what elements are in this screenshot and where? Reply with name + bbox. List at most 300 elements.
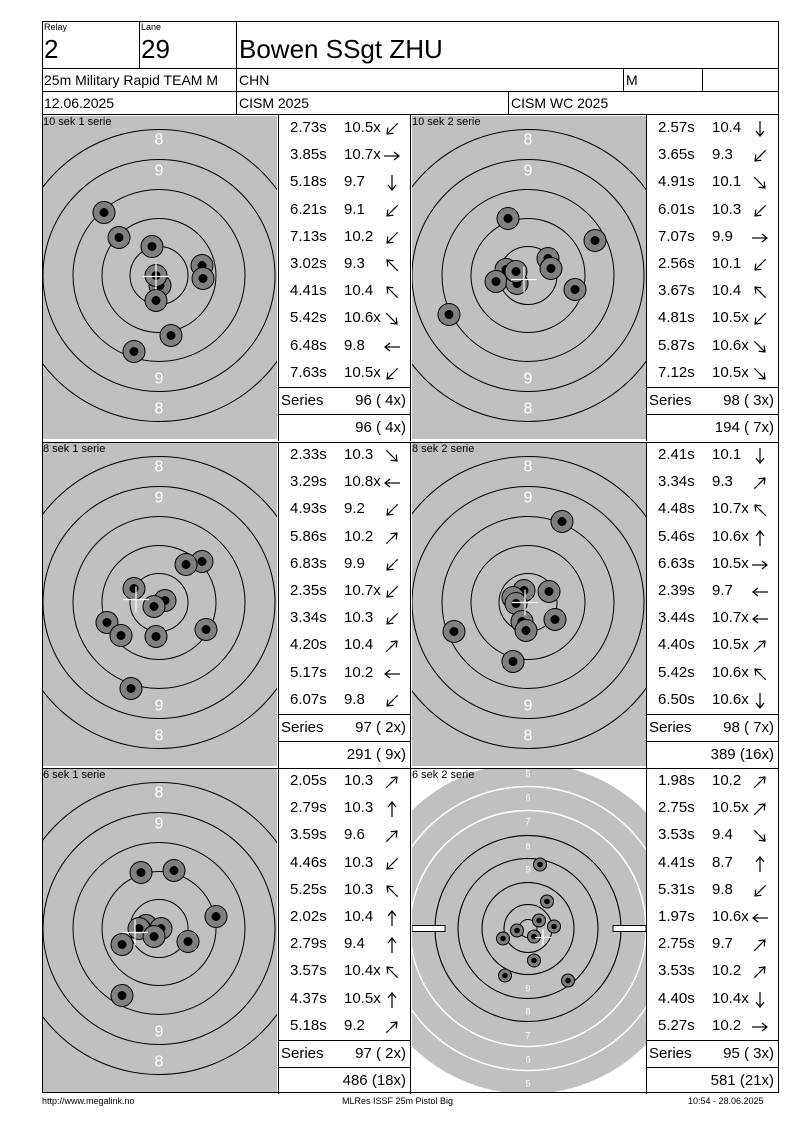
direction-arrow-icon	[383, 174, 401, 192]
panel-title: 6 sek 2 serie	[412, 769, 475, 781]
direction-arrow-icon	[751, 365, 769, 383]
shot-row	[279, 986, 410, 1013]
shot-time: 5.25s	[290, 880, 327, 898]
direction-arrow-icon	[383, 800, 401, 818]
shot-score: 9.1	[344, 200, 365, 218]
shot-time: 2.75s	[658, 799, 695, 817]
series-row	[647, 714, 778, 742]
shot-time: 6.21s	[290, 200, 327, 218]
shot-hole	[205, 906, 227, 928]
shot-row	[647, 469, 778, 496]
shot-time: 3.34s	[658, 473, 695, 491]
shot-row	[647, 524, 778, 551]
shot-time: 3.59s	[290, 826, 327, 844]
shot-time: 2.39s	[658, 582, 695, 599]
target-5	[43, 769, 277, 1092]
running-total: 389 (16x)	[710, 746, 774, 764]
shot-time: 5.31s	[658, 880, 695, 898]
shot-score: 9.3	[712, 473, 733, 491]
shot-row	[279, 524, 410, 551]
shot-row	[279, 687, 410, 714]
shot-row	[647, 904, 778, 931]
running-total: 486 (18x)	[342, 1072, 406, 1090]
shot-row	[647, 333, 778, 360]
shot-time: 6.63s	[658, 554, 695, 572]
target-marker-left	[412, 926, 445, 932]
panel-title: 10 sek 2 serie	[412, 116, 481, 128]
series-label: Series	[649, 719, 692, 736]
target-4	[412, 443, 646, 766]
ring-label: 9	[154, 1023, 164, 1041]
running-total: 581 (21x)	[710, 1072, 774, 1090]
shot-score: 9.9	[712, 227, 733, 245]
shot-hole	[177, 931, 199, 953]
shot-score: 10.8x	[344, 473, 381, 491]
target-2	[412, 116, 646, 439]
shot-hole	[497, 932, 510, 945]
direction-arrow-icon	[751, 936, 769, 954]
shot-time: 3.53s	[658, 826, 695, 844]
direction-arrow-icon	[383, 120, 401, 138]
shot-time: 3.02s	[290, 255, 327, 272]
running-total-row	[279, 741, 410, 769]
direction-arrow-icon	[383, 365, 401, 383]
direction-arrow-icon	[751, 909, 769, 927]
direction-arrow-icon	[383, 474, 401, 492]
direction-arrow-icon	[751, 120, 769, 138]
direction-arrow-icon	[751, 1018, 769, 1036]
shot-row	[647, 850, 778, 877]
shot-row	[279, 251, 410, 278]
shot-time: 3.53s	[658, 962, 695, 980]
shot-time: 7.12s	[658, 363, 695, 381]
shot-score: 10.6x	[712, 663, 749, 681]
shot-time: 2.33s	[290, 446, 327, 463]
direction-arrow-icon	[751, 692, 769, 710]
direction-arrow-icon	[751, 283, 769, 301]
shot-row	[279, 877, 410, 904]
shot-score: 10.2	[712, 772, 742, 789]
shot-time: 5.87s	[658, 336, 695, 354]
ring-label: 8	[525, 841, 531, 852]
direction-arrow-icon	[383, 338, 401, 356]
shot-list	[647, 115, 778, 441]
shot-row	[279, 224, 410, 251]
ring-label: 7	[525, 816, 531, 827]
shot-score: 10.1	[712, 173, 742, 191]
shot-score: 9.7	[712, 582, 733, 599]
shot-score: 10.1	[712, 255, 742, 272]
shot-score: 10.3	[344, 853, 374, 871]
shot-score: 10.5x	[712, 799, 749, 817]
running-total: 194 ( 7x)	[714, 419, 774, 437]
shot-time: 5.18s	[290, 1016, 327, 1034]
shot-row	[279, 660, 410, 687]
shot-hole	[145, 626, 167, 648]
shot-hole	[564, 279, 586, 301]
series-score: 96 ( 4x)	[355, 392, 406, 409]
shot-hole	[538, 581, 560, 603]
shot-list	[647, 768, 778, 1094]
shot-score: 9.2	[344, 1016, 365, 1034]
shot-score: 9.3	[712, 146, 733, 164]
shot-score: 9.9	[344, 554, 365, 572]
shot-row	[279, 822, 410, 849]
shooter-name: Bowen SSgt ZHU	[239, 34, 443, 64]
ring-label: 6	[525, 1054, 531, 1065]
shot-row	[279, 931, 410, 958]
ring-label: 8	[154, 784, 164, 802]
shot-row	[647, 496, 778, 523]
shot-score: 10.4	[344, 636, 374, 654]
shot-row	[279, 469, 410, 496]
shot-row	[647, 605, 778, 632]
shot-time: 3.67s	[658, 282, 695, 300]
shot-time: 4.41s	[290, 282, 327, 300]
shot-hole	[143, 926, 165, 948]
ring-label: 9	[523, 162, 533, 180]
ring-label: 8	[523, 400, 533, 418]
ring-label: 8	[523, 727, 533, 745]
series-row	[647, 387, 778, 415]
event-name: 25m Military Rapid TEAM M	[44, 72, 219, 88]
shot-row	[279, 958, 410, 985]
shot-hole	[108, 227, 130, 249]
shot-score: 10.3	[344, 772, 374, 789]
shot-time: 5.46s	[658, 527, 695, 545]
target-marker-right	[613, 926, 646, 932]
direction-arrow-icon	[751, 773, 769, 791]
shot-hole	[443, 621, 465, 643]
shot-time: 4.91s	[658, 173, 695, 191]
direction-arrow-icon	[383, 665, 401, 683]
shot-score: 10.6x	[712, 336, 749, 354]
direction-arrow-icon	[383, 202, 401, 220]
shot-score: 9.4	[344, 935, 365, 953]
shot-score: 9.2	[344, 500, 365, 518]
shot-time: 1.98s	[658, 772, 695, 789]
shot-time: 7.13s	[290, 227, 327, 245]
shot-time: 2.79s	[290, 935, 327, 953]
direction-arrow-icon	[751, 256, 769, 274]
shot-time: 7.63s	[290, 363, 327, 381]
shot-hole	[123, 578, 145, 600]
direction-arrow-icon	[383, 882, 401, 900]
shot-row	[647, 360, 778, 387]
lane-label: Lane	[141, 22, 162, 32]
shot-row	[279, 605, 410, 632]
shot-time: 2.73s	[290, 119, 327, 136]
direction-arrow-icon	[383, 909, 401, 927]
shot-hole	[544, 609, 566, 631]
shot-hole	[485, 271, 507, 293]
shot-score: 9.3	[344, 255, 365, 272]
direction-arrow-icon	[383, 256, 401, 274]
panel-title: 8 sek 1 serie	[43, 443, 106, 455]
shot-row	[647, 877, 778, 904]
shot-score: 10.7x	[712, 609, 749, 627]
direction-arrow-icon	[751, 855, 769, 873]
ring-label: 9	[154, 370, 164, 388]
ring-label: 9	[154, 815, 164, 833]
running-total: 96 ( 4x)	[355, 419, 406, 437]
direction-arrow-icon	[383, 610, 401, 628]
series-row	[279, 1040, 410, 1068]
direction-arrow-icon	[751, 882, 769, 900]
shot-time: 5.42s	[290, 309, 327, 327]
shot-score: 9.7	[712, 935, 733, 953]
shot-row	[647, 278, 778, 305]
panel-divider	[410, 768, 411, 1094]
direction-arrow-icon	[751, 583, 769, 601]
shot-row	[647, 795, 778, 822]
shot-hole	[123, 341, 145, 363]
shot-time: 2.79s	[290, 799, 327, 817]
shot-hole	[515, 620, 537, 642]
series-label: Series	[649, 392, 692, 409]
series-row	[647, 1040, 778, 1068]
shot-score: 10.2	[344, 527, 374, 545]
ring-label: 8	[154, 131, 164, 149]
shot-score: 8.7	[712, 853, 733, 871]
shot-row	[279, 496, 410, 523]
shot-score: 9.8	[344, 336, 365, 354]
direction-arrow-icon	[751, 202, 769, 220]
shot-score: 10.6x	[712, 527, 749, 545]
shot-score: 9.4	[712, 826, 733, 844]
shot-hole	[502, 651, 524, 673]
shot-score: 10.7x	[344, 582, 381, 599]
shot-score: 10.5x	[712, 554, 749, 572]
shot-score: 10.6x	[712, 690, 749, 708]
shot-hole	[111, 985, 133, 1007]
shot-hole	[528, 954, 541, 967]
footer-program: MLRes ISSF 25m Pistol Big	[342, 1096, 454, 1106]
shot-score: 9.8	[344, 690, 365, 708]
direction-arrow-icon	[751, 338, 769, 356]
shot-row	[647, 986, 778, 1013]
shot-list	[279, 768, 410, 1094]
direction-arrow-icon	[751, 963, 769, 981]
target-6	[412, 769, 646, 1092]
direction-arrow-icon	[751, 637, 769, 655]
shot-hole	[438, 304, 460, 326]
shot-list	[279, 115, 410, 441]
series-score: 98 ( 7x)	[723, 719, 774, 736]
direction-arrow-icon	[383, 773, 401, 791]
direction-arrow-icon	[383, 583, 401, 601]
shot-row	[279, 768, 410, 795]
footer-timestamp: 10:54 - 28.06.2025	[688, 1096, 764, 1106]
shot-time: 6.83s	[290, 554, 327, 572]
shot-score: 10.3	[344, 880, 374, 898]
shot-time: 5.42s	[658, 663, 695, 681]
running-total-row	[647, 1067, 778, 1095]
ring-label: 6	[525, 792, 531, 803]
shot-time: 4.93s	[290, 500, 327, 518]
series-score: 95 ( 3x)	[723, 1045, 774, 1062]
running-total-row	[279, 414, 410, 442]
shot-row	[647, 442, 778, 469]
shot-hole	[141, 236, 163, 258]
ring-label: 8	[525, 1006, 531, 1017]
target-3	[43, 443, 277, 766]
footer-url[interactable]: http://www.megalink.no	[42, 1096, 135, 1106]
shot-list	[647, 442, 778, 768]
shot-time: 2.02s	[290, 908, 327, 925]
shot-row	[279, 1013, 410, 1040]
shot-time: 2.57s	[658, 119, 695, 136]
shot-score: 10.4	[712, 282, 742, 300]
shot-score: 10.2	[344, 663, 374, 681]
shot-hole	[540, 258, 562, 280]
direction-arrow-icon	[751, 501, 769, 519]
shot-score: 10.6x	[712, 908, 749, 925]
shot-hole	[110, 625, 132, 647]
direction-arrow-icon	[383, 310, 401, 328]
shot-hole	[551, 511, 573, 533]
shot-score: 9.7	[344, 173, 365, 191]
relay-value: 2	[44, 34, 59, 64]
ring-label: 9	[154, 489, 164, 507]
ring-label: 9	[525, 864, 531, 875]
ring-label: 7	[525, 1030, 531, 1041]
shot-hole	[111, 934, 133, 956]
series-score: 97 ( 2x)	[355, 1045, 406, 1062]
shot-time: 6.07s	[290, 690, 327, 708]
shot-hole	[160, 325, 182, 347]
panel-title: 10 sek 1 serie	[43, 116, 112, 128]
ring-label: 8	[154, 400, 164, 418]
shot-hole	[548, 920, 561, 933]
direction-arrow-icon	[751, 310, 769, 328]
direction-arrow-icon	[383, 637, 401, 655]
shot-row	[279, 169, 410, 196]
ring-label: 9	[154, 697, 164, 715]
shot-hole	[499, 969, 512, 982]
shot-time: 2.75s	[658, 935, 695, 953]
shot-time: 4.40s	[658, 989, 695, 1007]
running-total-row	[279, 1067, 410, 1095]
shot-time: 3.57s	[290, 962, 327, 980]
ring-label: 8	[154, 727, 164, 745]
shot-score: 10.5x	[344, 989, 381, 1007]
direction-arrow-icon	[751, 147, 769, 165]
direction-arrow-icon	[383, 991, 401, 1009]
shot-time: 5.27s	[658, 1016, 695, 1034]
shot-row	[647, 224, 778, 251]
ring-label: 9	[154, 162, 164, 180]
shot-row	[279, 278, 410, 305]
shot-time: 2.05s	[290, 772, 327, 789]
panel-title: 6 sek 1 serie	[43, 769, 106, 781]
shot-row	[647, 632, 778, 659]
shot-row	[647, 305, 778, 332]
target-1	[43, 116, 277, 439]
shot-time: 6.01s	[658, 200, 695, 218]
shot-score: 10.4x	[344, 962, 381, 980]
ring-label: 8	[154, 458, 164, 476]
shot-row	[279, 360, 410, 387]
shot-score: 10.5x	[712, 363, 749, 381]
ring-label: 8	[154, 1053, 164, 1071]
direction-arrow-icon	[751, 827, 769, 845]
shot-hole	[534, 858, 547, 871]
shot-row	[647, 958, 778, 985]
shot-score: 10.4	[344, 908, 374, 925]
shot-row	[279, 578, 410, 605]
shot-time: 5.17s	[290, 663, 327, 681]
direction-arrow-icon	[383, 855, 401, 873]
relay-label: Relay	[44, 22, 68, 32]
shot-hole	[163, 860, 185, 882]
shot-score: 10.5x	[712, 636, 749, 654]
direction-arrow-icon	[751, 800, 769, 818]
direction-arrow-icon	[383, 447, 401, 465]
ring-label: 5	[525, 769, 531, 779]
shot-time: 1.97s	[658, 908, 695, 925]
shot-hole	[130, 862, 152, 884]
shot-score: 10.2	[712, 1016, 742, 1034]
shot-score: 10.3	[344, 799, 374, 817]
shot-time: 4.48s	[658, 500, 695, 518]
direction-arrow-icon	[751, 174, 769, 192]
shot-hole	[528, 930, 541, 943]
direction-arrow-icon	[751, 991, 769, 1009]
shot-time: 2.41s	[658, 446, 695, 463]
shot-row	[279, 632, 410, 659]
shot-time: 2.35s	[290, 582, 327, 599]
ring-label: 8	[523, 131, 533, 149]
shot-row	[647, 142, 778, 169]
direction-arrow-icon	[751, 529, 769, 547]
shot-score: 10.6x	[344, 309, 381, 327]
series-score: 97 ( 2x)	[355, 719, 406, 736]
nation-code: CHN	[239, 72, 270, 88]
shot-row	[647, 660, 778, 687]
gender: M	[626, 72, 638, 88]
shot-hole	[541, 895, 554, 908]
shot-score: 9.6	[344, 826, 365, 844]
shot-row	[279, 551, 410, 578]
shot-row	[279, 850, 410, 877]
shot-time: 4.20s	[290, 636, 327, 654]
shot-hole	[143, 596, 165, 618]
shot-time: 5.86s	[290, 527, 327, 545]
direction-arrow-icon	[383, 229, 401, 247]
series-row	[279, 387, 410, 415]
shot-row	[647, 169, 778, 196]
shot-score: 10.4	[344, 282, 374, 300]
direction-arrow-icon	[383, 283, 401, 301]
shot-row	[647, 931, 778, 958]
shot-row	[647, 197, 778, 224]
shot-time: 4.41s	[658, 853, 695, 871]
direction-arrow-icon	[751, 610, 769, 628]
shot-time: 6.50s	[658, 690, 695, 708]
shot-score: 10.7x	[712, 500, 749, 518]
shot-row	[647, 768, 778, 795]
shot-row	[647, 1013, 778, 1040]
shot-row	[279, 305, 410, 332]
shot-row	[647, 822, 778, 849]
shot-hole	[195, 619, 217, 641]
shot-time: 3.65s	[658, 146, 695, 164]
shot-score: 10.3	[344, 446, 374, 463]
shot-hole	[511, 924, 524, 937]
shot-time: 5.18s	[290, 173, 327, 191]
direction-arrow-icon	[383, 529, 401, 547]
